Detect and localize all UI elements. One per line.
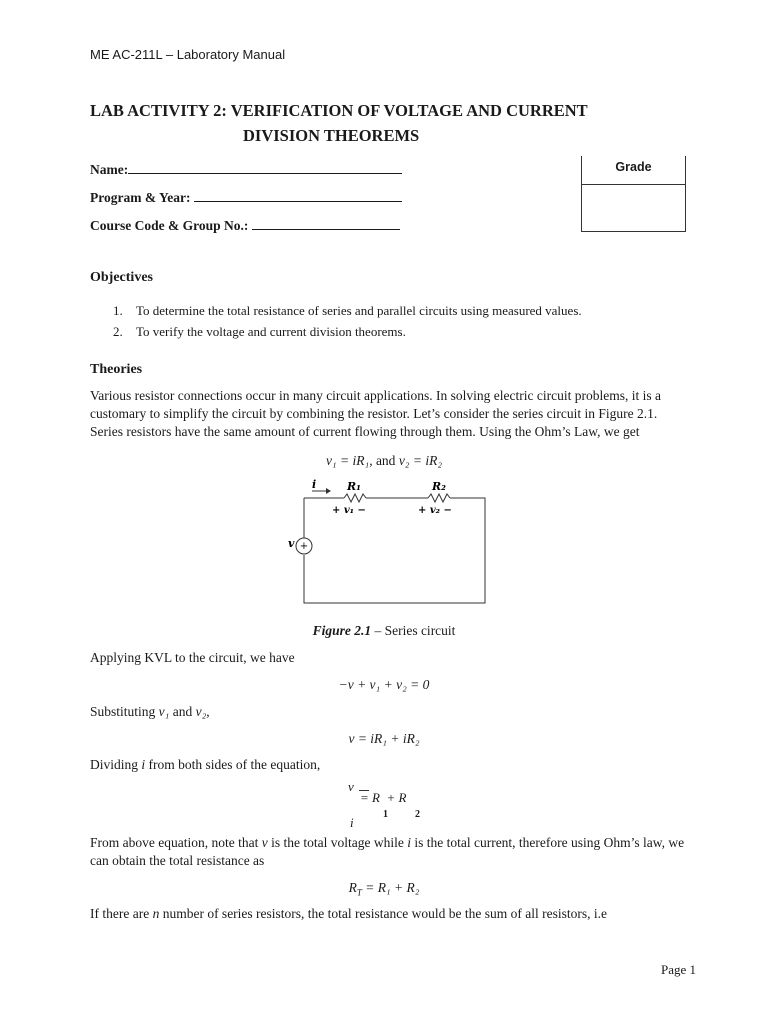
name-blank[interactable] — [128, 160, 402, 174]
r2-label: R₂ — [432, 480, 446, 493]
objectives-heading: Objectives — [90, 270, 153, 285]
subst-v2: v₂ — [195, 704, 207, 719]
lab-title — [90, 98, 650, 148]
program-year-field — [90, 188, 402, 206]
name-field — [90, 160, 402, 178]
note-paragraph — [90, 834, 688, 870]
subst-comma: , — [206, 704, 210, 719]
source-label: v — [288, 537, 295, 550]
div-i: i — [141, 757, 146, 772]
objective-text: To determine the total resistance of series and parallel circuits using measured values. — [136, 303, 582, 318]
subst-text: Substituting — [90, 704, 159, 719]
v1-label: + v₁ − — [332, 505, 366, 516]
page-number: Page 1 — [660, 962, 696, 977]
figure-caption-text: – Series circuit — [371, 623, 456, 638]
fraction-denominator: i — [350, 815, 354, 830]
last-b: number of series resistors, the total resistance would be the sum of all resistors, i.e — [159, 906, 607, 921]
eq-and: , and — [369, 453, 399, 468]
name-label: Name: — [90, 162, 129, 177]
v2-label: + v₂ − — [418, 505, 452, 516]
fraction-numerator: v — [348, 779, 354, 794]
theories-paragraph: Various resistor connections occur in many circuit applications. In solving electric circuit problems, it is a customary to simplify the circuit by combining the resistor. Let’s consider the series circuit in Figure 2.1. Series resistors have the same amount of current flowing through them. Using the Ohm’s Law, we get — [90, 388, 661, 439]
title-line-1: LAB ACTIVITY 2: VERIFICATION OF VOLTAGE AND CURRENT — [90, 101, 588, 120]
fraction-sub-2: 2 — [415, 809, 420, 820]
div-text-b: from both sides of the equation, — [145, 757, 321, 772]
objective-item — [113, 324, 406, 340]
course-group-field — [90, 216, 400, 234]
title-line-2: DIVISION THEOREMS — [243, 126, 420, 145]
rt-rhs: = R₁ + R₂ — [361, 880, 420, 895]
figure-caption — [0, 623, 768, 639]
last-n: n — [152, 906, 160, 921]
substituting-text — [90, 704, 210, 720]
source-sign: + — [299, 541, 309, 552]
objective-number: 1. — [113, 303, 123, 318]
series-circuit-diagram — [280, 475, 500, 610]
objective-item — [113, 303, 582, 319]
course-group-label: Course Code & Group No.: — [90, 218, 249, 233]
subst-v1: v₁ — [158, 704, 170, 719]
figure-caption-label: Figure 2.1 — [312, 623, 372, 638]
theories-heading: Theories — [90, 362, 143, 377]
objective-text: To verify the voltage and current division theorems. — [136, 324, 406, 339]
note-c: is the total current, therefore using Ohm’s law, we can obtain the total resistance as — [90, 835, 685, 868]
objective-number: 2. — [113, 324, 123, 339]
rt-lhs: R — [348, 880, 357, 895]
rt-sub: T — [356, 887, 362, 898]
program-year-blank[interactable] — [194, 188, 402, 202]
last-a: If there are — [90, 906, 153, 921]
subst-and: and — [169, 704, 196, 719]
total-resistance-equation — [0, 880, 768, 898]
r1-label: R₁ — [347, 480, 361, 493]
kvl-text: Applying KVL to the circuit, we have — [90, 650, 295, 665]
current-label: i — [312, 478, 317, 491]
n-resistors-text — [90, 906, 607, 922]
ohms-law-equation — [0, 453, 768, 469]
program-year-label: Program & Year: — [90, 190, 191, 205]
grade-box — [581, 156, 686, 232]
current-arrow-icon — [326, 488, 331, 494]
eq-v2: v₂ = iR₂ — [398, 453, 443, 468]
course-group-blank[interactable] — [252, 216, 400, 230]
resistor-r2 — [428, 494, 450, 502]
div-text-a: Dividing — [90, 757, 142, 772]
eq-v1: v₁ = iR₁ — [325, 453, 370, 468]
note-v: v — [261, 835, 268, 850]
note-b: is the total voltage while — [267, 835, 408, 850]
kvl-equation: −v + v₁ + v₂ = 0 — [338, 677, 430, 692]
fraction-rest: = R + R — [360, 790, 407, 805]
substituted-equation: v = iR₁ + iR₂ — [348, 731, 420, 746]
resistor-r1 — [344, 494, 366, 502]
dividing-text — [90, 757, 320, 773]
document-header: ME AC-211L – Laboratory Manual — [90, 47, 286, 62]
note-a: From above equation, note that — [90, 835, 262, 850]
note-i: i — [407, 835, 411, 850]
grade-label: Grade — [582, 156, 685, 185]
fraction-sub-1: 1 — [383, 809, 388, 820]
